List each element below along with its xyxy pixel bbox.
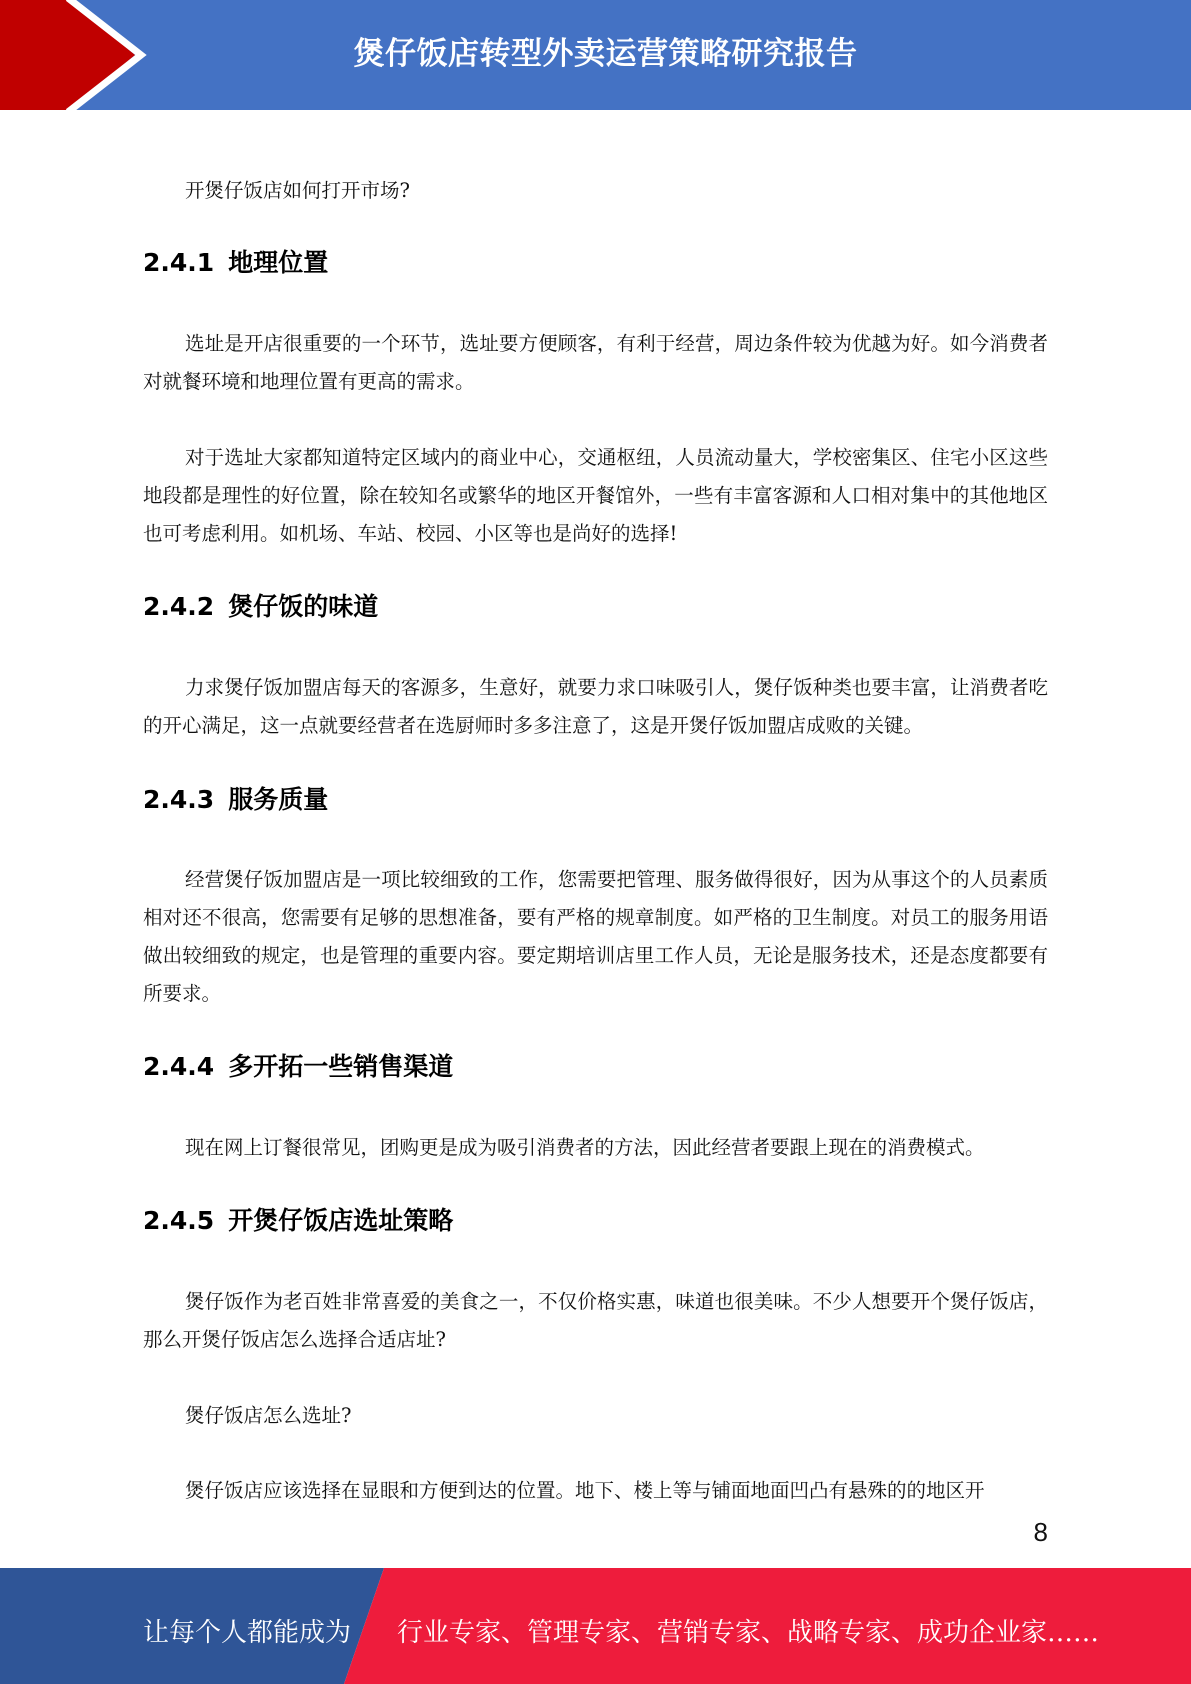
section-number: 2.4.5	[143, 1206, 215, 1235]
paragraph: 力求煲仔饭加盟店每天的客源多，生意好，就要力求口味吸引人，煲仔饭种类也要丰富，让消费者吃的开心满足，这一点就要经营者在选厨师时多多注意了，这是开煲仔饭加盟店成败的关键。	[143, 676, 1048, 737]
paragraph: 经营煲仔饭加盟店是一项比较细致的工作，您需要把管理、服务做得很好，因为从事这个的人员素质相对还不很高，您需要有足够的思想准备，要有严格的规章制度。如严格的卫生制度。对员工的服务用语做出较细致的规定，也是管理的重要内容。要定期培训店里工作人员，无论是服务技术，还是态度都要有所要求。	[143, 868, 1048, 1005]
section-heading-2-4-3	[143, 783, 328, 817]
intro-paragraph: 开煲仔饭店如何打开市场?	[185, 179, 410, 202]
section-title: 煲仔饭的味道	[228, 592, 379, 621]
report-title: 煲仔饭店转型外卖运营策略研究报告	[353, 36, 858, 72]
section-title: 地理位置	[228, 248, 329, 277]
paragraph: 煲仔饭作为老百姓非常喜爱的美食之一，不仅价格实惠，味道也很美味。不少人想要开个煲仔饭店，那么开煲仔饭店怎么选择合适店址?	[143, 1290, 1048, 1351]
section-number: 2.4.4	[143, 1052, 215, 1081]
section-number: 2.4.3	[143, 785, 215, 814]
section-title: 服务质量	[228, 785, 329, 814]
paragraph: 煲仔饭店怎么选址?	[185, 1404, 352, 1427]
section-number: 2.4.2	[143, 592, 215, 621]
section-heading-2-4-5	[143, 1204, 453, 1238]
paragraph: 对于选址大家都知道特定区域内的商业中心，交通枢纽，人员流动量大，学校密集区、住宅小区这些地段都是理性的好位置，除在较知名或繁华的地区开餐馆外，一些有丰富客源和人口相对集中的其他地区也可考虑利用。如机场、车站、校园、小区等也是尚好的选择!	[143, 446, 1048, 545]
section-heading-2-4-4	[143, 1050, 453, 1084]
section-title: 开煲仔饭店选址策略	[228, 1206, 454, 1235]
section-heading-2-4-1	[143, 246, 328, 280]
page-number: 8	[1033, 1517, 1048, 1547]
paragraph: 选址是开店很重要的一个环节，选址要方便顾客，有利于经营，周边条件较为优越为好。如今消费者对就餐环境和地理位置有更高的需求。	[143, 332, 1048, 393]
section-title: 多开拓一些销售渠道	[228, 1052, 454, 1081]
section-number: 2.4.1	[143, 248, 215, 277]
footer-slogan-left: 让每个人都能成为	[143, 1618, 352, 1648]
paragraph: 现在网上订餐很常见，团购更是成为吸引消费者的方法，因此经营者要跟上现在的消费模式。	[185, 1136, 985, 1159]
page-footer	[0, 1568, 1191, 1684]
footer-slogan-right: 行业专家、管理专家、营销专家、战略专家、成功企业家……	[397, 1618, 1100, 1648]
section-heading-2-4-2	[143, 590, 378, 624]
paragraph: 煲仔饭店应该选择在显眼和方便到达的位置。地下、楼上等与铺面地面凹凸有悬殊的的地区开	[185, 1479, 985, 1502]
page-header	[0, 0, 1191, 110]
